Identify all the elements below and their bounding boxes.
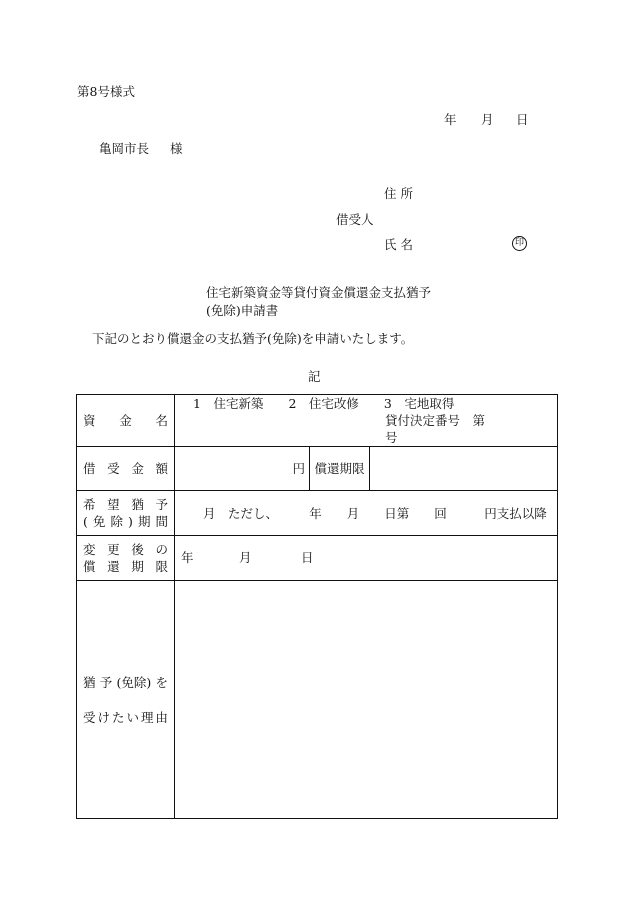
loan-amount-value-cell[interactable] [175, 447, 310, 491]
deferment-period-label-line1: 希 望 猶 予 [83, 497, 168, 512]
new-deadline-label-line2: 償 還 期 限 [83, 559, 168, 574]
repayment-period-value-cell[interactable] [370, 447, 558, 491]
intro-text: 下記のとおり償還金の支払猶予(免除)を申請いたします。 [92, 331, 414, 346]
seal-mark: 印 [512, 236, 527, 251]
address-label: 住 所 [384, 186, 413, 201]
document-title-line2: (免除)申請書 [206, 303, 279, 318]
new-deadline-day-label: 日 [301, 550, 314, 565]
fund-name-value-cell[interactable] [175, 395, 558, 447]
form-number: 第8号様式 [77, 84, 135, 99]
applicant-role-label: 借受人 [336, 212, 374, 227]
new-deadline-year-label: 年 [181, 550, 194, 565]
table-row-loan-amount [77, 447, 558, 491]
table-row-fund-name [77, 395, 558, 447]
repayment-period-label-cell [310, 447, 370, 491]
loan-decision-number: 貸付決定番号 第 号 [385, 413, 548, 445]
reason-value-cell[interactable] [175, 581, 558, 819]
new-deadline-month-label: 月 [239, 550, 252, 565]
date-month-label: 月 [481, 112, 494, 127]
loan-amount-label: 借 受 金 額 [83, 461, 168, 476]
deferment-period-text: 月 ただし、 年 月 日第 回 円支払以降 [203, 505, 547, 521]
repayment-period-label: 償還期限 [314, 461, 365, 476]
deferment-period-label-cell [77, 491, 175, 536]
addressee-name: 亀岡市長 [99, 141, 150, 156]
fund-name-label: 資 金 名 [83, 413, 168, 428]
application-table [76, 394, 558, 819]
table-row-new-repayment-deadline [77, 536, 558, 581]
addressee-suffix: 様 [170, 141, 183, 156]
fund-name-label-cell [77, 395, 175, 447]
reason-label-line2: 受 け た い 理 由 [83, 709, 168, 725]
deferment-period-label-line2: ( 免 除 ) 期 間 [83, 514, 168, 529]
reason-label-line1: 猶 予 (免除) を [83, 674, 168, 690]
ki-heading: 記 [308, 369, 321, 384]
fund-type-options: 1 住宅新築 2 住宅改修 3 宅地取得 [193, 396, 455, 411]
new-deadline-label-line1: 変 更 後 の [83, 542, 168, 557]
reason-label-cell [77, 581, 175, 819]
deferment-period-value-cell[interactable] [175, 491, 558, 536]
name-label: 氏 名 [384, 237, 413, 252]
date-year-label: 年 [444, 112, 457, 127]
document-title-line1: 住宅新築資金等貸付資金償還金支払猶予 [206, 285, 432, 300]
table-row-reason [77, 581, 558, 819]
new-deadline-label-cell [77, 536, 175, 581]
table-row-deferment-period [77, 491, 558, 536]
yen-unit: 円 [292, 461, 305, 476]
date-day-label: 日 [516, 112, 529, 127]
new-deadline-value-cell[interactable] [175, 536, 558, 581]
loan-amount-label-cell [77, 447, 175, 491]
